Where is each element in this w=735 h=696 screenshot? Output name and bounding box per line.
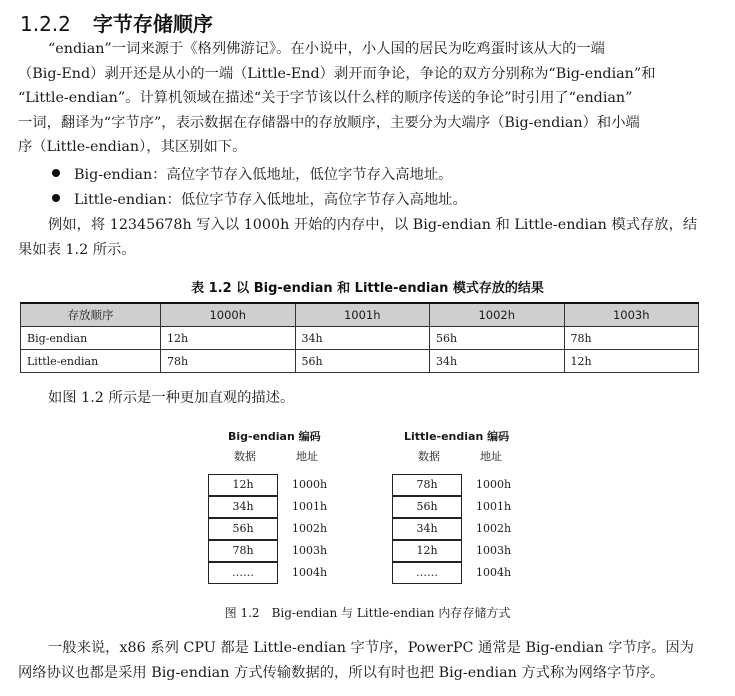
section-heading — [20, 8, 213, 37]
table-cell: Big-endian — [21, 327, 161, 350]
paragraph-line: 序（Little-endian），其区别如下。 — [18, 139, 247, 155]
table-row — [21, 327, 699, 350]
memory-address: 1002h — [476, 522, 512, 535]
memory-cell: 34h — [392, 518, 462, 540]
memory-cell: …… — [208, 562, 278, 584]
memory-address: 1003h — [476, 544, 512, 557]
table-header-row — [21, 303, 699, 327]
data-column-label: 数据 — [234, 450, 256, 463]
table-cell: 34h — [430, 350, 565, 373]
table-cell: 12h — [161, 327, 296, 350]
memory-address: 1000h — [476, 478, 512, 491]
memory-cell: 78h — [392, 474, 462, 496]
paragraph-line: 一般来说，x86 系列 CPU 都是 Little-endian 字节序，PowerPC 通常是 Big-endian 字节序。因为 — [48, 640, 694, 656]
section-number: 1.2.2 — [20, 12, 71, 36]
memory-address: 1003h — [292, 544, 328, 557]
memory-address: 1001h — [292, 500, 328, 513]
table-cell: 78h — [161, 350, 296, 373]
table-cell: 56h — [295, 350, 430, 373]
bullet-icon — [52, 169, 60, 177]
memory-cell: 12h — [208, 474, 278, 496]
paragraph-line: （Big-End）剥开还是从小的一端（Little-End）剥开而争论，争论的双方分别称为“Big-endian”和 — [18, 65, 656, 82]
bullet-item-big-endian — [52, 163, 452, 187]
data-column-label: 数据 — [418, 450, 440, 463]
figure-intro: 如图 1.2 所示是一种更加直观的描述。 — [48, 390, 295, 406]
paragraph-line: “endian”一词来源于《格列佛游记》。在小说中，小人国的居民为吃鸡蛋时该从大的一端 — [48, 41, 605, 57]
address-column-label: 地址 — [296, 450, 318, 463]
table-header-cell: 1000h — [161, 303, 296, 327]
table-cell: 56h — [430, 327, 565, 350]
figure-caption — [0, 604, 735, 621]
memory-cell: 34h — [208, 496, 278, 518]
memory-address: 1004h — [292, 566, 328, 579]
memory-cell: 12h — [392, 540, 462, 562]
figure-caption-text: Big-endian 与 Little-endian 内存存储方式 — [271, 606, 511, 620]
example-paragraph — [18, 213, 718, 262]
closing-paragraph — [18, 636, 718, 685]
paragraph-line: 例如，将 12345678h 写入以 1000h 开始的内存中，以 Big-endian 和 Little-endian 模式存放，结 — [48, 217, 698, 233]
table-cell: Little-endian — [21, 350, 161, 373]
endian-table — [20, 302, 699, 373]
table-caption: 表 1.2 以 Big-endian 和 Little-endian 模式存放的结果 — [191, 281, 544, 296]
table-cell: 34h — [295, 327, 430, 350]
memory-cell: …… — [392, 562, 462, 584]
memory-cell: 56h — [392, 496, 462, 518]
intro-paragraph — [18, 37, 718, 160]
paragraph-line: 果如表 1.2 所示。 — [18, 241, 136, 258]
bullet-text: Little-endian：低位字节存入低地址，高位字节存入高地址。 — [74, 192, 467, 208]
table-cell: 12h — [564, 350, 699, 373]
memory-cell: 56h — [208, 518, 278, 540]
table-header-cell: 1002h — [430, 303, 565, 327]
bullet-text: Big-endian：高位字节存入低地址，低位字节存入高地址。 — [74, 167, 453, 183]
bullet-item-little-endian — [52, 188, 467, 212]
paragraph-line: 网络协议也都是采用 Big-endian 方式传输数据的，所以有时也把 Big-endian 方式称为网络字节序。 — [18, 664, 665, 681]
figure-number: 图 1.2 — [224, 606, 260, 620]
address-column-label: 地址 — [480, 450, 502, 463]
table-header-cell: 存放顺序 — [21, 303, 161, 327]
paragraph-line: 一词，翻译为“字节序”，表示数据在存储器中的存放顺序，主要分为大端序（Big-endian）和小端 — [18, 114, 640, 131]
bullet-icon — [52, 194, 60, 202]
memory-address: 1000h — [292, 478, 328, 491]
memory-cell: 78h — [208, 540, 278, 562]
table-header-cell: 1001h — [295, 303, 430, 327]
paragraph-line: “Little-endian”。计算机领域在描述“关于字节该以什么样的顺序传送的争论”时引用了“endian” — [18, 90, 633, 106]
table-header-cell: 1003h — [564, 303, 699, 327]
table-cell: 78h — [564, 327, 699, 350]
diagram-title: Little-endian 编码 — [404, 430, 510, 443]
table-row — [21, 350, 699, 373]
memory-address: 1002h — [292, 522, 328, 535]
section-title: 字节存储顺序 — [92, 12, 213, 36]
memory-address: 1001h — [476, 500, 512, 513]
memory-address: 1004h — [476, 566, 512, 579]
diagram-title: Big-endian 编码 — [228, 430, 321, 443]
